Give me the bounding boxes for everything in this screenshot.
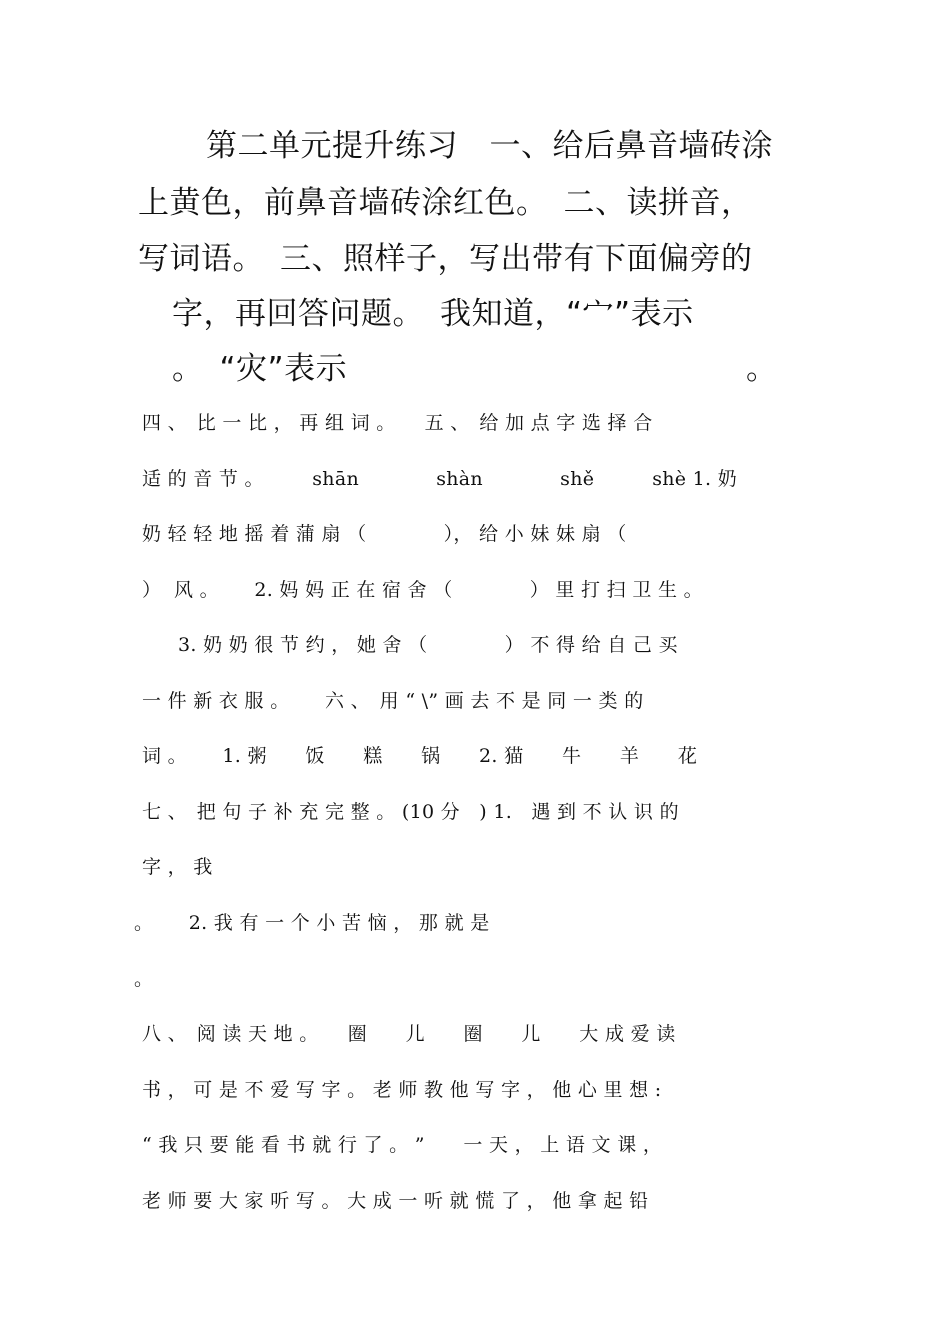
heading-line-4: 字，再回答问题。 我知道，“宀”表示 (172, 296, 694, 332)
body-line-11: 。 (134, 968, 154, 990)
body-line-1: 四 、 比 一 比 ， 再 组 词 。 五 、 给 加 点 字 选 择 合 (142, 412, 653, 434)
heading-line-1: 第二单元提升练习 一、给后鼻音墙砖涂 (206, 128, 773, 164)
body-line-12: 八 、 阅 读 天 地 。 圈 儿 圈 儿 大 成 爱 读 (142, 1023, 676, 1045)
body-line-5: 3. 奶 奶 很 节 约 ， 她 舍 （ ） 不 得 给 自 己 买 (178, 634, 678, 656)
body-line-2: 适 的 音 节 。 shān shàn shě shè 1. 奶 (142, 468, 738, 490)
heading-line-5: 。 “灾”表示 (172, 351, 348, 387)
body-line-8: 七 、 把 句 子 补 充 完 整 。 (10 分 ) 1. 遇 到 不 认 识 的 (142, 801, 679, 823)
body-line-4: ） 风 。 2. 妈 妈 正 在 宿 舍 （ ） 里 打 扫 卫 生 。 (142, 579, 703, 601)
body-line-7: 词 。 1. 粥 饭 糕 锅 2. 猫 牛 羊 花 (142, 745, 698, 767)
heading-line-3: 写词语。 三、照样子，写出带有下面偏旁的 (138, 241, 753, 277)
body-line-10: 。 2. 我 有 一 个 小 苦 恼 ， 那 就 是 (134, 912, 490, 934)
body-line-14: “ 我 只 要 能 看 书 就 行 了 。 ” 一 天 ， 上 语 文 课 ， (142, 1134, 663, 1156)
body-line-13: 书 ， 可 是 不 爱 写 字 。 老 师 教 他 写 字 ， 他 心 里 想 : (142, 1079, 662, 1101)
heading-line-2: 上黄色，前鼻音墙砖涂红色。 二、读拼音， (138, 185, 753, 221)
body-line-9: 字 ， 我 (142, 856, 213, 878)
body-line-15: 老 师 要 大 家 听 写 。 大 成 一 听 就 慌 了 ， 他 拿 起 铅 (142, 1190, 649, 1212)
heading-line-5-end: 。 (746, 351, 778, 387)
body-line-6: 一 件 新 衣 服 。 六 、 用 “ \” 画 去 不 是 同 一 类 的 (142, 690, 644, 712)
body-line-3: 奶 轻 轻 地 摇 着 蒲 扇 （ ）， 给 小 妹 妹 扇 （ (142, 523, 627, 545)
